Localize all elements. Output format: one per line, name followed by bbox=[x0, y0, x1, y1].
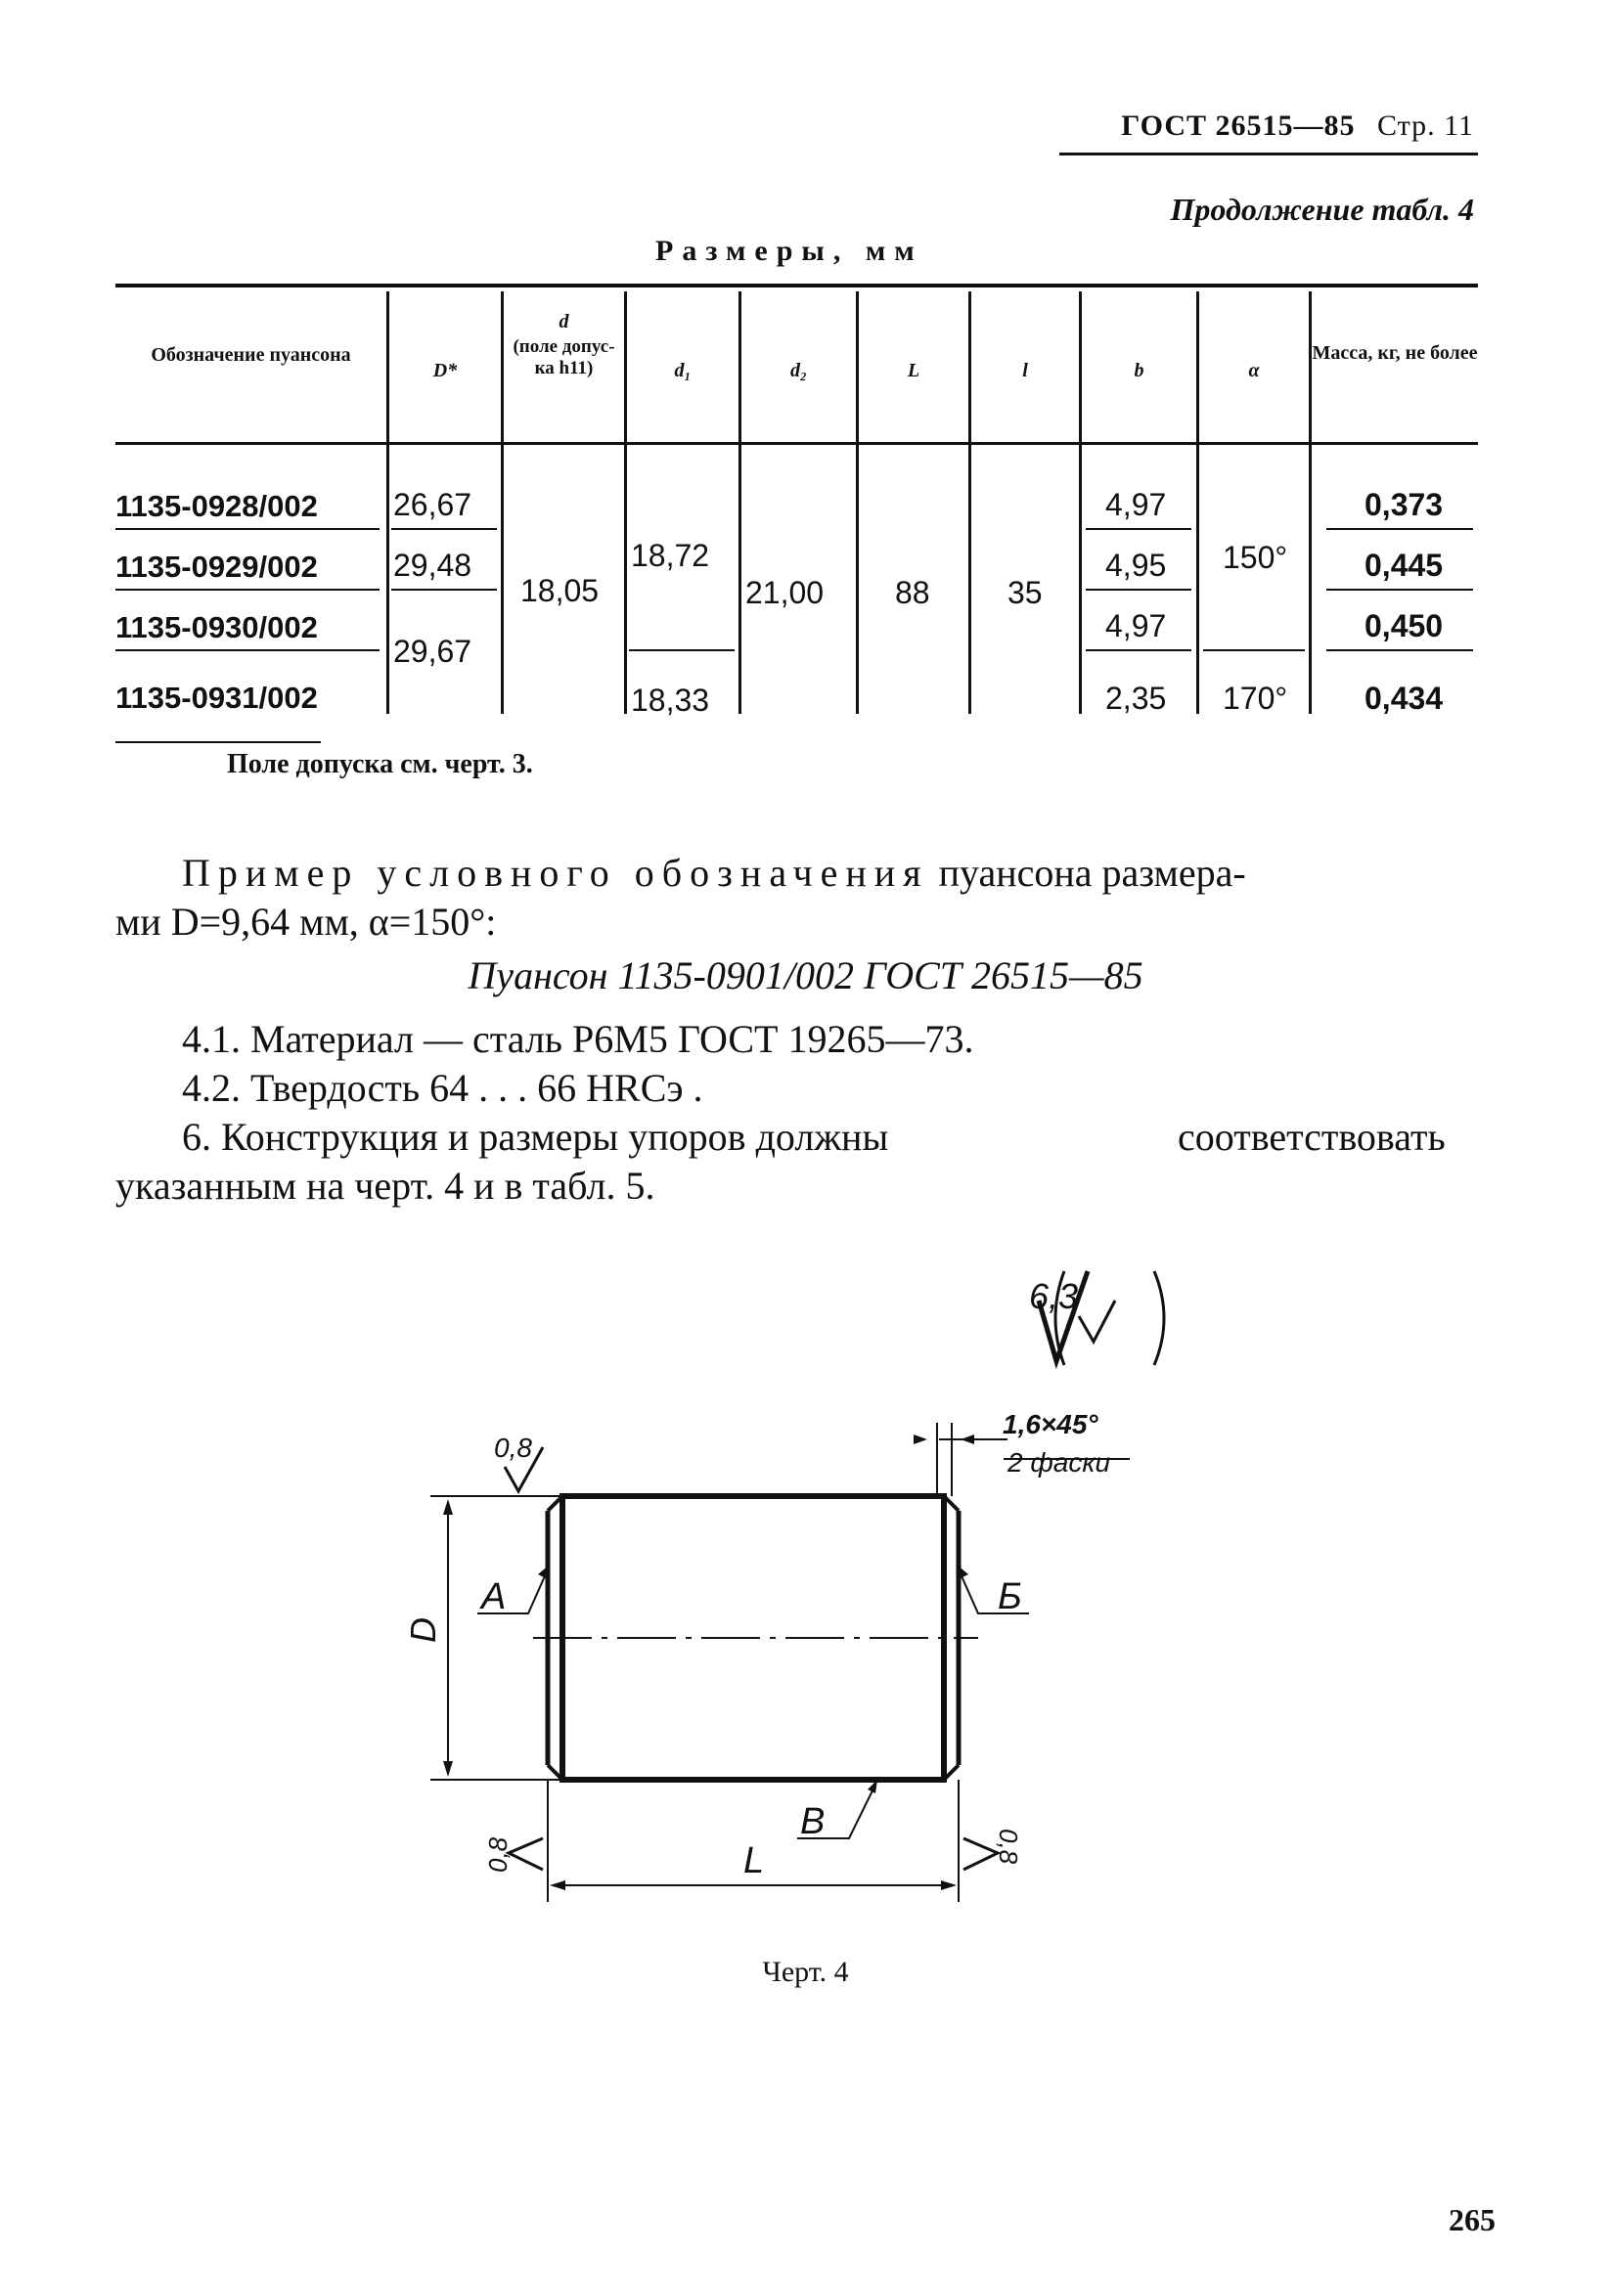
th-mass: Масса, кг, не более bbox=[1312, 342, 1478, 364]
th-alpha: α bbox=[1248, 360, 1260, 381]
table-units-title: Размеры, мм bbox=[655, 235, 923, 267]
paragraph-6-line-2: указанным на черт. 4 и в табл. 5. bbox=[115, 1164, 655, 1208]
page-label: Стр. 11 bbox=[1377, 110, 1474, 142]
cell-D-2: 29,48 bbox=[393, 548, 472, 583]
paragraph-6-line-1: 6. Конструкция и размеры упоров должны bbox=[182, 1115, 889, 1159]
paragraph-6-line-1-end: соответствовать bbox=[1178, 1115, 1446, 1159]
roughness-main-value: 6,3 bbox=[1029, 1276, 1079, 1316]
th-designation: Обозначение пуансона bbox=[151, 344, 351, 366]
cell-b: 2,35 bbox=[1105, 681, 1167, 716]
th-D: D* bbox=[432, 360, 458, 381]
cell-alpha-1: 150° bbox=[1223, 540, 1288, 575]
roughness-small-right: 0,8 bbox=[994, 1829, 1023, 1865]
cell-D-3: 29,67 bbox=[393, 634, 472, 669]
page-number: 265 bbox=[1449, 2202, 1496, 2237]
chamfer-label: 1,6×45° bbox=[1003, 1409, 1098, 1439]
row-designation: 1135-0928/002 bbox=[115, 489, 318, 523]
dimension-d-label: D bbox=[403, 1617, 443, 1643]
cell-d1-2: 18,33 bbox=[631, 683, 710, 718]
th-d2: d₂ bbox=[790, 360, 807, 381]
surface-a-label: А bbox=[481, 1576, 507, 1617]
cell-b: 4,95 bbox=[1105, 548, 1167, 583]
figure-caption: Черт. 4 bbox=[762, 1956, 849, 1988]
example-rest-text: пуансона размера- bbox=[938, 851, 1246, 895]
roughness-small-top: 0,8 bbox=[494, 1433, 532, 1463]
cell-D-1: 26,67 bbox=[393, 487, 472, 522]
surface-v-label: В bbox=[800, 1801, 826, 1842]
standard-number: ГОСТ 26515—85 bbox=[1121, 110, 1356, 142]
row-designation: 1135-0929/002 bbox=[115, 550, 318, 584]
cell-b: 4,97 bbox=[1105, 608, 1167, 643]
chamfer-count-label: 2 фаски bbox=[1007, 1447, 1111, 1478]
dimension-l-label: L bbox=[743, 1840, 765, 1881]
table-continuation: Продолжение табл. 4 bbox=[1170, 192, 1474, 227]
cell-mass: 0,450 bbox=[1365, 608, 1444, 643]
row-designation: 1135-0931/002 bbox=[115, 681, 318, 715]
th-d-note: (поле допус-ка h11) bbox=[513, 336, 615, 378]
example-designation: Пуансон 1135-0901/002 ГОСТ 26515—85 bbox=[468, 953, 1143, 997]
row-designation: 1135-0930/002 bbox=[115, 610, 318, 644]
cell-b: 4,97 bbox=[1105, 487, 1167, 522]
th-d: d bbox=[559, 311, 569, 332]
surface-b-label: Б bbox=[998, 1576, 1022, 1617]
example-spaced-text: Пример условного обозначения bbox=[182, 851, 929, 895]
cell-L: 88 bbox=[895, 575, 930, 610]
cell-d2: 21,00 bbox=[745, 575, 825, 610]
table-footnote: Поле допуска см. черт. 3. bbox=[227, 749, 533, 779]
cell-mass: 0,445 bbox=[1365, 548, 1444, 583]
th-d1: d₁ bbox=[674, 360, 692, 381]
cell-d: 18,05 bbox=[520, 573, 600, 608]
th-L: L bbox=[907, 360, 920, 381]
cell-mass: 0,373 bbox=[1365, 487, 1444, 522]
paragraph-4-2: 4.2. Твердость 64 . . . 66 HRCэ . bbox=[182, 1066, 703, 1110]
th-b: b bbox=[1134, 360, 1144, 381]
example-line-2: ми D=9,64 мм, α=150°: bbox=[115, 900, 497, 944]
paragraph-4-1: 4.1. Материал — сталь Р6М5 ГОСТ 19265—73. bbox=[182, 1017, 974, 1061]
cell-alpha-2: 170° bbox=[1223, 681, 1288, 716]
th-l: l bbox=[1022, 360, 1028, 381]
roughness-small-left: 0,8 bbox=[483, 1836, 513, 1873]
cell-d1-1: 18,72 bbox=[631, 538, 710, 573]
cell-mass: 0,434 bbox=[1365, 681, 1444, 716]
cell-l: 35 bbox=[1007, 575, 1043, 610]
